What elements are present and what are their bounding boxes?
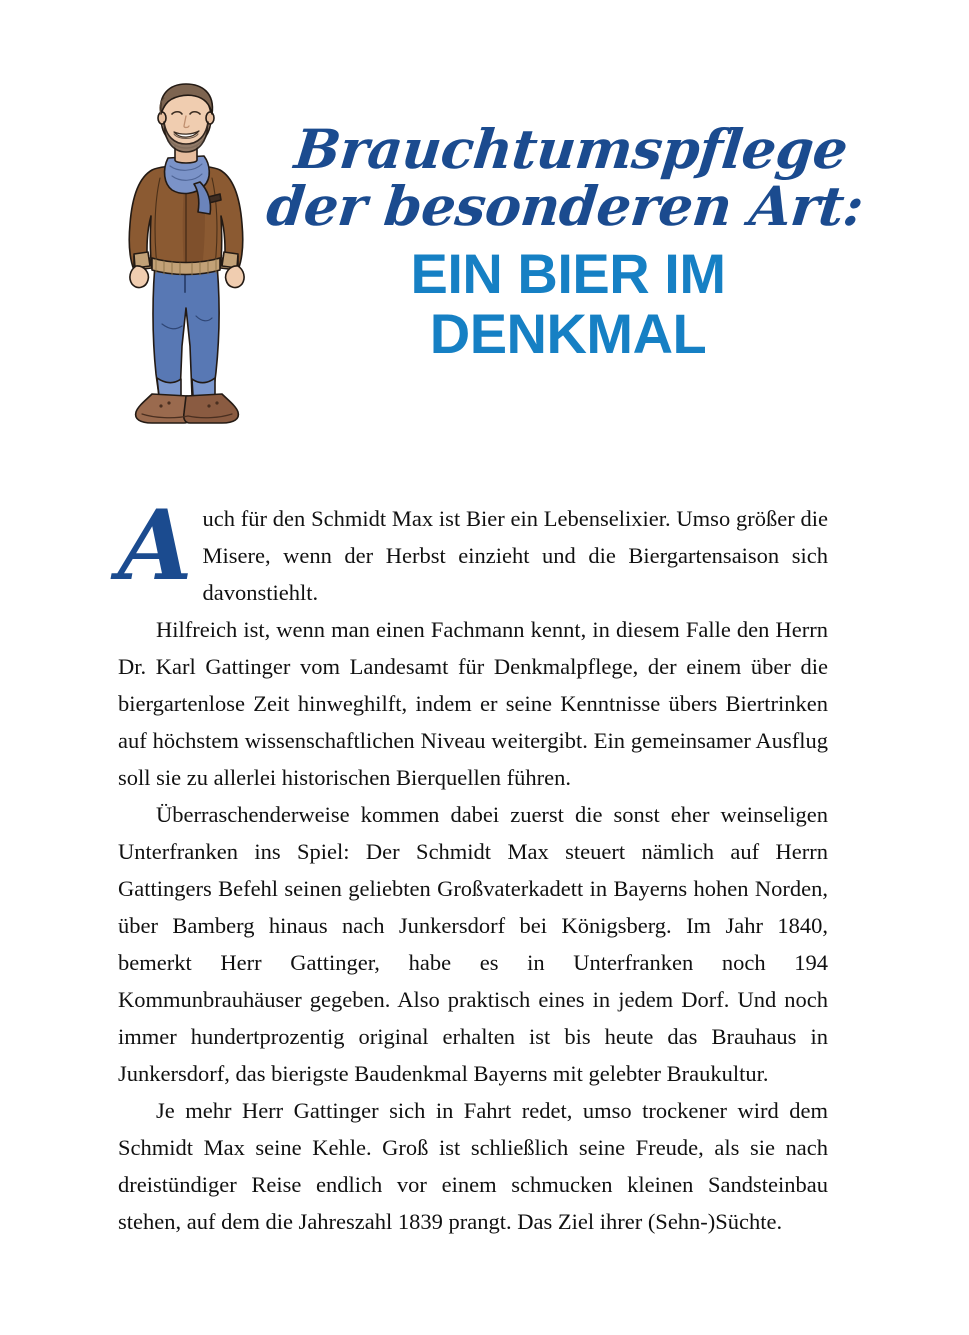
title-script-line-1: Brauchtumspflege — [291, 117, 851, 181]
paragraph-text: Überraschenderweise kommen dabei zuerst die sonst eher weinseligen Unterfranken ins Spiel: Der Schmidt Max steuert nämlich auf Herrn Gattingers Befehl seinen geliebten Großvaterkadett in Bayerns hohen Norden, über Bamberg hinaus nach Junkersdorf bei Königsberg. Im Jahr 1840, bemerkt Herr Gattinger, habe es in Unterfranken noch 194 Kommunbrauhäuser gegeben. Also praktisch eines in jedem Dorf. Und noch immer hundertprozentig original erhalten ist bis heute das Brauhaus in Junkersdorf, das bierigste Baudenkmal Bayerns mit gelebter Braukultur. — [118, 802, 828, 1086]
page-title — [263, 117, 868, 365]
title-main-line-1: EIN BIER IM — [410, 242, 726, 306]
paragraph-text: uch für den Schmidt Max ist Bier ein Lebenselixier. Umso größer die Misere, wenn der Herbst einzieht und die Biergartensaison sich davonstiehlt. — [202, 506, 828, 605]
paragraph-text: Je mehr Herr Gattinger sich in Fahrt redet, umso trockener wird dem Schmidt Max seine Kehle. Groß ist schließlich seine Freude, als sie nach dreistündiger Reise endlich vor einem schmucken kleinen Sandsteinbau stehen, auf dem die Jahreszahl 1839 prangt. Das Ziel ihrer (Sehn-)Süchte. — [118, 1098, 828, 1234]
title-script-line-2: der besonderen Art: — [263, 174, 867, 239]
article-body — [118, 489, 828, 1240]
paragraph — [118, 611, 828, 796]
paragraph — [118, 1092, 828, 1240]
standing-man-illustration — [112, 78, 262, 430]
paragraph-text: Hilfreich ist, wenn man einen Fachmann kennt, in diesem Falle den Herrn Dr. Karl Gattinger vom Landesamt für Denkmalpflege, der einem über die biergartenlose Zeit hinweghilft, indem er seine Kenntnisse übers Biertrinken auf höchstem wissenschaftlichen Niveau weitergibt. Ein gemeinsamer Ausflug soll sie zu allerlei historischen Bierquellen führen. — [118, 617, 828, 790]
paragraph-lead — [118, 489, 828, 611]
title-script — [262, 117, 874, 239]
drop-cap: A — [118, 489, 193, 602]
title-main-line-2: DENKMAL — [429, 301, 707, 365]
paragraph — [118, 796, 828, 1092]
title-main — [268, 244, 868, 363]
